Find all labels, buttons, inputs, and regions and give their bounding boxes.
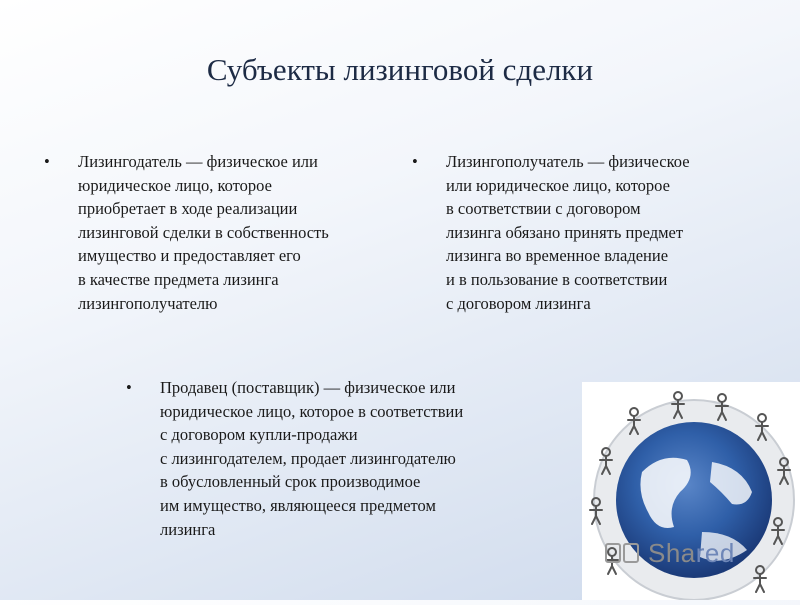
bullet: • [44, 152, 50, 171]
bullet: • [126, 378, 132, 397]
lessor-text: Лизингодатель — физическое или юридическое лицо, которое приобретает в ходе реализации лизинговой сделки в собственность имущество и предоставляет его в качестве предмета лизинга лизингополучателю [78, 152, 329, 313]
watermark-text-a: Sha [648, 538, 696, 568]
watermark-text-b: red [695, 538, 735, 568]
seller-definition [126, 376, 550, 541]
bullet: • [412, 152, 418, 171]
lessor-definition [44, 150, 398, 315]
lessee-definition [412, 150, 766, 315]
shared-logo-icon [604, 540, 644, 566]
lessee-text: Лизингополучатель — физическое или юридическое лицо, которое в соответствии с договором лизинга обязано принять предмет лизинга во временное владение и в пользование в соответствии с договором лизинга [446, 152, 690, 313]
slide-title: Субъекты лизинговой сделки [206, 52, 594, 87]
seller-text: Продавец (поставщик) — физическое или юридическое лицо, которое в соответствии с договором купли-продажи с лизингодателем, продает лизингодателю в обусловленный срок производимое им имущество, являющееся предметом лизинга [160, 378, 464, 539]
watermark-shared [648, 538, 735, 569]
